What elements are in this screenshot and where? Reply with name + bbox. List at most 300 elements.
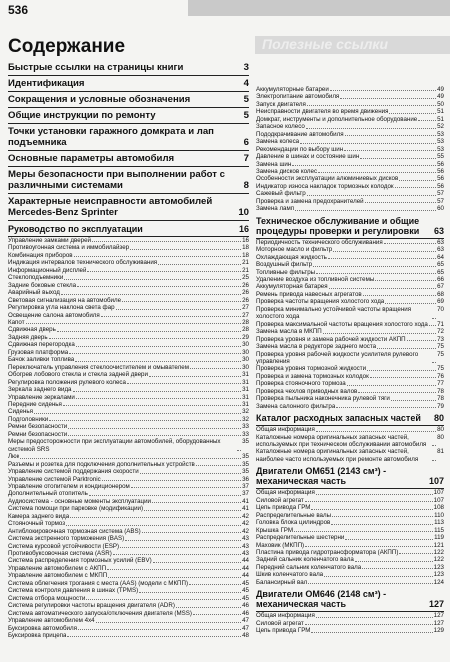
toc-section-page: 4 [243,78,249,89]
toc-entry-title: Замена масла в МКПП [256,328,322,336]
toc-entry-page: 52 [437,123,444,131]
toc-entry[interactable] [8,535,249,542]
toc-entry-title: Проверка и замена предохранителей [256,197,364,205]
toc-entry[interactable] [256,504,444,511]
toc-entry[interactable] [8,632,249,639]
toc-entry[interactable] [256,86,444,93]
toc-entry[interactable] [256,138,444,145]
toc-entry-page: 44 [242,572,249,580]
toc-entry[interactable] [8,408,249,415]
leader-dots [395,183,436,188]
toc-entry-title: Распределительные шестерни [256,534,345,542]
toc-entry[interactable] [256,434,444,449]
toc-entry[interactable] [256,365,444,372]
toc-chapter-heading[interactable] [256,589,444,609]
toc-entry-title: Периодичность технического обслуживания [256,238,383,246]
toc-entry[interactable] [8,431,249,438]
toc-entry-page: 21 [242,266,249,274]
toc-entry-title: Головка блока цилиндров [256,519,331,527]
toc-entry-page: 76 [437,372,444,380]
toc-entry-page: 51 [437,115,444,123]
toc-entry[interactable] [8,498,249,505]
leader-dots [329,283,437,288]
toc-entry[interactable] [256,168,444,175]
toc-chapter-page: 80 [433,413,444,424]
toc-entry[interactable] [8,267,249,274]
toc-entry[interactable] [256,239,444,246]
leader-dots [64,274,241,279]
toc-entry-page: 124 [433,578,444,586]
toc-entry-page: 67 [437,283,444,291]
toc-entry[interactable] [256,579,444,586]
toc-section-page: 10 [238,207,249,218]
toc-entry[interactable] [8,274,249,281]
toc-entry-page: 16 [242,237,249,244]
toc-entry-title: Электропитание автомобиля [256,93,340,101]
toc-entry-page: 123 [433,563,444,571]
toc-entry[interactable] [256,426,444,433]
leader-dots [362,564,432,569]
toc-entry[interactable] [8,625,249,632]
leader-dots [316,489,433,494]
toc-entry[interactable] [256,351,444,366]
leader-dots [331,519,433,524]
toc-entry[interactable] [8,468,249,475]
toc-entry[interactable] [8,356,249,363]
toc-entry-title: Силовой агрегат [256,619,304,627]
toc-entry[interactable] [256,205,444,212]
toc-entry-page: 79 [437,402,444,410]
toc-entry[interactable] [8,334,249,341]
page-number: 536 [8,3,29,17]
leader-dots [324,571,433,576]
toc-entry[interactable] [256,269,444,276]
toc-entry[interactable] [256,388,444,395]
leader-dots [125,535,241,540]
leader-dots [384,239,436,244]
leader-dots [76,341,241,346]
toc-entry-title: Управление замками дверей [8,237,91,244]
leader-dots [144,505,241,510]
toc-entry[interactable] [8,580,249,587]
toc-entry-title: Задние боковые стекла [8,281,77,289]
toc-entry[interactable] [8,513,249,520]
toc-entry[interactable] [8,319,249,326]
toc-entry-page: 64 [437,253,444,261]
toc-entry[interactable] [256,298,444,305]
toc-entry[interactable] [8,520,249,527]
toc-entry[interactable] [8,282,249,289]
toc-entry[interactable] [256,612,444,619]
toc-entry-title: Задняя дверь [8,333,48,341]
toc-entry[interactable] [256,93,444,100]
leader-dots [358,388,436,393]
toc-entry[interactable] [256,306,444,321]
toc-left-column [8,60,249,639]
toc-entry-title: Ремни безопасности [8,430,68,438]
toc-entry[interactable] [256,534,444,541]
toc-section-title: Характерные неисправности автомобилей Mercedes-Benz Sprinter [8,196,213,218]
toc-entry[interactable] [256,448,444,463]
toc-entry[interactable] [256,321,444,328]
leader-dots [176,602,241,607]
toc-entry[interactable] [8,528,249,535]
toc-entry-page: 21 [242,259,249,267]
toc-entry-page: 65 [437,261,444,269]
toc-entry[interactable] [8,483,249,490]
toc-entry-page: 18 [242,251,249,259]
toc-section-title: Меры безопасности при выполнении работ с различными системами [8,169,225,191]
toc-entry[interactable] [256,254,444,261]
toc-entry-page: 41 [242,497,249,505]
toc-entry-title: Сдвижная перегородка [8,341,75,349]
toc-entry-title: Проверка частоты вращения холостого хода [256,298,385,306]
toc-entry[interactable] [256,131,444,138]
toc-entry-title: Особенности эксплуатации алюминиевых дисков [256,175,399,183]
toc-entry[interactable] [256,291,444,298]
leader-dots [328,254,436,259]
toc-entry-page: 45 [242,579,249,587]
toc-entry[interactable] [8,423,249,430]
leader-dots [367,365,436,370]
toc-entry[interactable] [8,326,249,333]
toc-section-link[interactable] [8,169,249,191]
leader-dots [375,276,436,281]
leader-dots [308,579,432,584]
toc-entry[interactable] [8,289,249,296]
toc-entry-page: 122 [433,556,444,564]
toc-entry-title: Световая сигнализация на автомобиле [8,296,122,304]
toc-entry-title: Противоугонная система и иммобилайзер [8,244,130,252]
toc-entry[interactable] [8,297,249,304]
leader-dots [333,246,436,251]
toc-entry-title: Сажевый фильтр [256,190,306,198]
toc-chapter-heading[interactable] [256,413,444,423]
toc-entry[interactable] [8,341,249,348]
toc-entry[interactable] [256,146,444,153]
toc-entry-page: 123 [433,571,444,579]
leader-dots [68,423,241,428]
toc-entry-page: 31 [242,386,249,394]
toc-entry[interactable] [256,336,444,343]
leader-dots [92,237,241,242]
leader-dots [74,252,242,257]
toc-entry-page: 30 [242,356,249,364]
toc-entry[interactable] [256,246,444,253]
toc-entry-page: 127 [433,612,444,620]
toc-entry[interactable] [256,198,444,205]
toc-chapter-heading[interactable] [8,224,249,234]
leader-dots [305,542,433,547]
leader-dots [294,527,433,532]
toc-entry-title: Антиблокировочная тормозная система (ABS) [8,527,141,535]
toc-entry[interactable] [8,565,249,572]
toc-entry[interactable] [256,261,444,268]
toc-entry-page: 81 [437,448,444,456]
leader-dots [75,356,241,361]
toc-entry-page: 75 [437,365,444,373]
toc-entry[interactable] [8,252,249,259]
toc-entry-title: Индикация интервалов технического обслуживания [8,259,158,267]
toc-entry-page: 72 [437,328,444,336]
toc-entry-title: Проверка уровня и замена рабочей жидкости АКПП [256,335,406,343]
leader-dots [101,312,241,317]
leader-dots [49,334,242,339]
leader-dots [336,403,436,408]
toc-entry[interactable] [8,379,249,386]
toc-entry-page: 43 [242,542,249,550]
toc-entry-title: Система автоматического запуска/отключения двигателя (MSS) [8,609,192,617]
toc-entry[interactable] [8,476,249,483]
toc-entry[interactable] [256,161,444,168]
toc-entry-title: Регулировка угла наклона света фар [8,304,115,312]
toc-entry-title: Проверка максимальной частоты вращения холостого хода [256,320,428,328]
toc-entry[interactable] [8,505,249,512]
leader-dots [86,595,241,600]
toc-entry[interactable] [8,461,249,468]
toc-entry-title: Аудиосистема - основные моменты эксплуатации [8,497,151,505]
toc-entry-page: 33 [242,423,249,431]
leader-dots [61,289,241,294]
toc-entry-title: Управление отопителем и кондиционером [8,482,130,490]
toc-entry-title: Охлаждающая жидкость [256,253,327,261]
toc-entry[interactable] [256,620,444,627]
toc-entry[interactable] [8,453,249,460]
toc-entry[interactable] [256,527,444,534]
toc-entry-title: Грузовая платформа [8,348,69,356]
toc-entry[interactable] [8,587,249,594]
toc-entry-title: Цепь привода ГРМ [256,627,311,635]
toc-entry[interactable] [256,380,444,387]
leader-dots [140,468,241,473]
toc-entry-title: Замена ламп [256,205,295,213]
toc-section-link[interactable] [8,196,249,218]
leader-dots [77,282,241,287]
toc-entry[interactable] [8,550,249,557]
toc-entry[interactable] [8,617,249,624]
toc-entry[interactable] [8,401,249,408]
toc-entry-title: Моторное масло и фильтр [256,246,333,254]
toc-entry[interactable] [8,438,249,453]
toc-entry-page: 53 [437,138,444,146]
leader-dots [323,328,436,333]
leader-dots [87,267,241,272]
leader-dots [432,351,436,364]
toc-entry[interactable] [256,175,444,182]
toc-entry[interactable] [256,395,444,402]
toc-entry-title: Запуск двигателя [256,100,306,108]
leader-dots [363,291,436,296]
toc-section-page: 8 [243,180,249,191]
toc-entry-page: 35 [242,438,249,446]
toc-entry-title: Цепь привода ГРМ [256,504,311,512]
toc-entry-page: 56 [437,182,444,190]
leader-dots [389,108,436,113]
leader-dots [316,269,436,274]
toc-entry-title: Система облегчения трогания с места (AAS) (модели с МКПП) [8,579,189,587]
toc-entry-title: Силовой агрегат [256,496,304,504]
toc-entry[interactable] [8,543,249,550]
leader-dots [102,476,241,481]
leader-dots [316,426,436,431]
toc-entry[interactable] [256,403,444,410]
toc-entry-title: Удаление воздуха из топливной системы [256,275,375,283]
toc-entry[interactable] [256,101,444,108]
toc-section-page: 3 [243,62,249,73]
leader-dots [307,101,436,106]
toc-entry[interactable] [8,312,249,319]
leader-dots [300,138,436,143]
toc-chapter-page: 63 [433,225,444,236]
toc-entry-title: Бачок заливки топлива [8,356,75,364]
toc-entry-page: 33 [242,430,249,438]
toc-entry[interactable] [8,572,249,579]
toc-entry-title: Индикатор износа накладок тормозных колодок [256,182,394,190]
toc-entry[interactable] [256,373,444,380]
toc-entry-page: 30 [242,341,249,349]
toc-entry[interactable] [256,123,444,130]
toc-entry[interactable] [256,116,444,123]
toc-entry-page: 49 [437,86,444,93]
toc-entry-page: 78 [437,395,444,403]
toc-entry-page: 30 [242,363,249,371]
toc-entry-page: 37 [242,490,249,498]
toc-entry[interactable] [256,542,444,549]
toc-entry[interactable] [8,349,249,356]
toc-entry-title: Замена шин [256,160,292,168]
leader-dots [76,394,241,399]
toc-entry[interactable] [256,571,444,578]
toc-entry-page: 31 [242,393,249,401]
toc-entry-title: Каталожные номера оригинальных запасных частей, наиболее часто используемых при ремонте автомобиля [256,448,419,463]
toc-entry[interactable] [8,237,249,244]
leader-dots [344,146,436,151]
toc-entry-page: 37 [242,482,249,490]
toc-entry[interactable] [256,190,444,197]
toc-entry[interactable] [256,276,444,283]
toc-entry[interactable] [256,549,444,556]
toc-section-link[interactable] [8,62,249,73]
section-divider [8,91,249,92]
leader-dots [347,380,436,385]
toc-entry-title: Управление системой поддержания скорости [8,468,139,476]
toc-entry-page: 80 [437,426,444,434]
toc-entry-page: 51 [437,108,444,116]
toc-entry-title: Пластина привода гидротрансформатора (АКПП) [256,549,399,557]
toc-entry-page: 42 [242,527,249,535]
toc-entry[interactable] [256,328,444,335]
toc-entry-page: 44 [242,557,249,565]
toc-section-link[interactable] [8,94,249,105]
toc-entry-title: Буксировка автомобиля [8,624,77,632]
toc-entry-title: Система экстренного торможения (BAS) [8,535,125,543]
toc-entry[interactable] [256,153,444,160]
toc-entry[interactable] [256,183,444,190]
leader-dots [332,512,433,517]
leader-dots [120,543,241,548]
toc-entry-page: 107 [433,496,444,504]
toc-entry-page: 27 [242,311,249,319]
leader-dots [107,565,241,570]
toc-chapter-heading[interactable] [256,216,444,236]
toc-entry-title: Система распределения тормозных усилий (EBV) [8,557,152,565]
toc-entry[interactable] [8,557,249,564]
toc-entry[interactable] [8,259,249,266]
toc-entry[interactable] [8,244,249,251]
toc-entry-title: Шкив коленчатого вала [256,571,324,579]
toc-entry[interactable] [8,602,249,609]
toc-entry[interactable] [8,364,249,371]
leader-dots [20,453,241,458]
toc-entry[interactable] [8,386,249,393]
toc-entry[interactable] [8,595,249,602]
toc-entry-title: Информационный дисплей [8,266,87,274]
toc-entry-title: Дополнительный отопитель [8,490,88,498]
toc-entry[interactable] [256,564,444,571]
toc-entry-title: Система регулировки частоты вращения двигателя (ADR) [8,602,175,610]
toc-entry[interactable] [256,283,444,290]
toc-entry[interactable] [8,394,249,401]
toc-entry[interactable] [8,304,249,311]
toc-entry[interactable] [256,556,444,563]
toc-entry[interactable] [256,108,444,115]
toc-entry[interactable] [8,416,249,423]
toc-entry-page: 26 [242,296,249,304]
toc-entry-page: 55 [437,153,444,161]
toc-entry-page: 36 [242,475,249,483]
toc-entry-page: 57 [437,197,444,205]
toc-section-link[interactable] [8,78,249,89]
section-divider [8,123,249,124]
leader-dots [189,580,241,585]
toc-entry[interactable] [256,489,444,496]
toc-entry-title: Аккумуляторная батарея [256,283,328,291]
toc-entry[interactable] [256,519,444,526]
toc-entry-title: Общая информация [256,612,315,620]
toc-entry-title: Меры предосторожности при эксплуатации автомобилей, оборудованных системой SRS [8,438,221,453]
toc-entry-page: 75 [437,350,444,358]
toc-entry[interactable] [256,497,444,504]
toc-entry-page: 108 [433,504,444,512]
leader-dots [70,513,241,518]
leader-dots [418,116,436,121]
toc-entry[interactable] [256,343,444,350]
toc-chapter-title: Двигатели OM651 (2143 см³) - механическая часть [256,466,387,487]
toc-entry-page: 28 [242,326,249,334]
leader-dots [340,93,436,98]
toc-section-link[interactable] [8,153,249,164]
toc-chapter-heading[interactable] [256,466,444,486]
toc-chapter-page: 16 [238,224,249,234]
toc-entry-title: Управление автомобилем с АКПП [8,564,107,572]
leader-dots [295,205,436,210]
toc-entry[interactable] [256,627,444,634]
toc-entry-page: 32 [242,408,249,416]
toc-entry[interactable] [8,490,249,497]
toc-entry-title: Неисправности двигателя во время движения [256,108,389,116]
toc-section-link[interactable] [8,126,249,148]
toc-entry-title: Управление автомобилем с МКПП [8,572,108,580]
toc-section-link[interactable] [8,110,249,121]
toc-entry[interactable] [8,610,249,617]
toc-entry[interactable] [8,371,249,378]
leader-dots [153,557,241,562]
toc-entry[interactable] [256,512,444,519]
toc-entry-title: Комбинация приборов [8,251,73,259]
toc-section-title: Основные параметры автомобиля [8,153,175,164]
toc-section-page: 6 [243,137,249,148]
leader-dots [399,175,436,180]
